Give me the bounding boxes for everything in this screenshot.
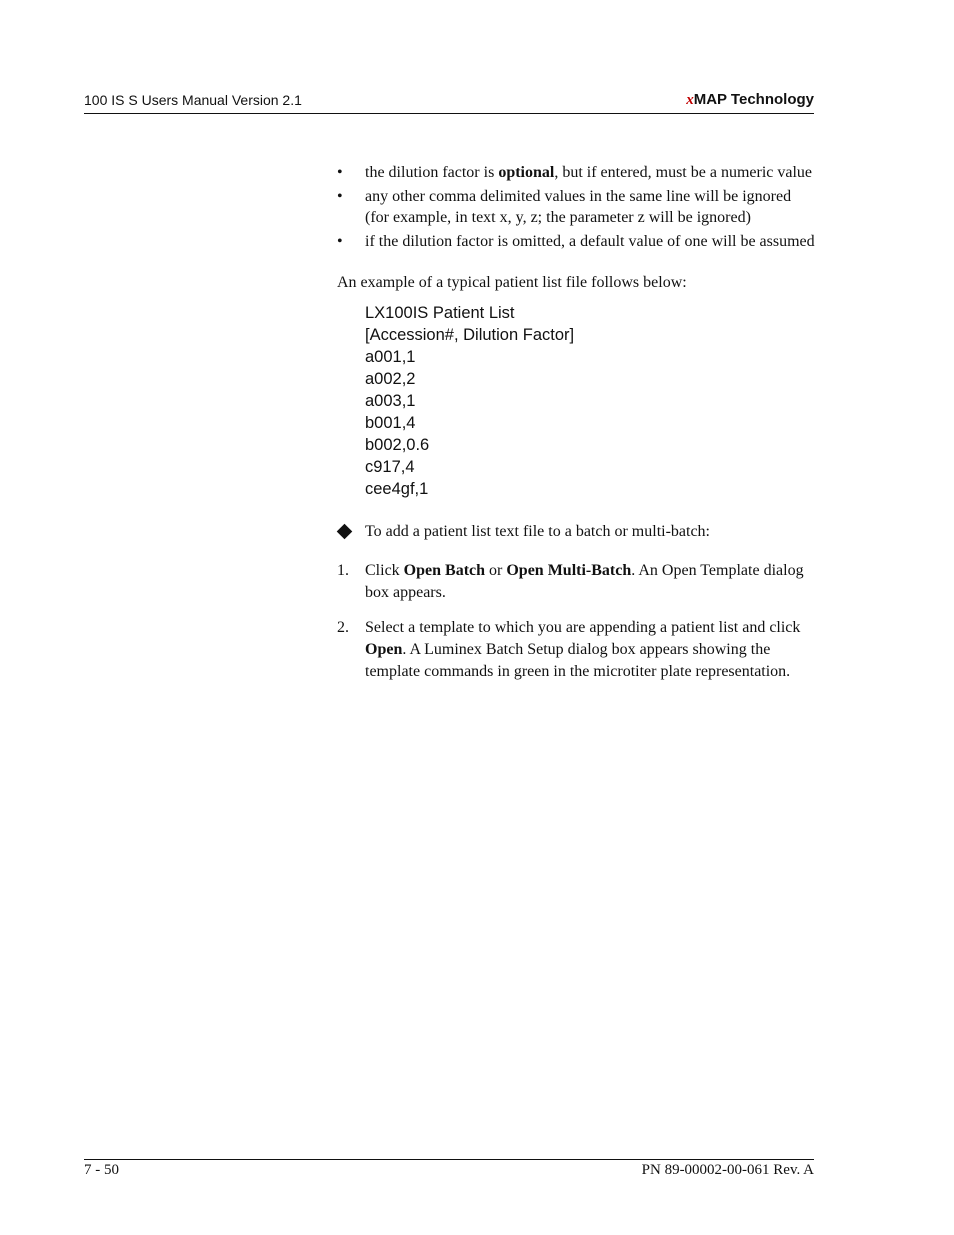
code-line: a003,1 <box>365 392 416 410</box>
bullet-text: the dilution factor is <box>365 164 499 181</box>
bullet-dot: • <box>337 188 343 205</box>
bullet-item <box>337 231 815 252</box>
step-text: Click <box>365 562 404 579</box>
header-divider <box>84 113 814 114</box>
code-line: a001,1 <box>365 348 416 366</box>
step-item <box>337 560 815 604</box>
diamond-bullet-icon <box>337 524 353 540</box>
code-line: b001,4 <box>365 414 416 432</box>
bullet-text: any other comma delimited values in the same line will be ignored (for example, in text x, y, z; the parameter z will be ignored) <box>365 188 792 226</box>
bullet-bold-text: optional <box>498 164 555 181</box>
bullet-item <box>337 186 815 228</box>
part-number: PN 89-00002-00-061 Rev. A <box>641 1162 814 1178</box>
bullet-dot: • <box>337 233 343 250</box>
header-manual-title: 100 IS S Users Manual Version 2.1 <box>84 92 302 108</box>
bullet-list <box>337 162 815 252</box>
code-line: LX100IS Patient List <box>365 304 515 322</box>
step-ui-term: Open Batch <box>403 562 486 579</box>
patient-list-example <box>337 302 815 500</box>
step-text: Select a template to which you are appending a patient list and click <box>365 619 801 636</box>
step-ui-term: Open Multi-Batch <box>506 562 632 579</box>
step-text: . An Open Template dialog box appears. <box>365 562 804 601</box>
page-number: 7 - 50 <box>84 1162 119 1178</box>
header-brand-text: MAP Technology <box>693 91 814 108</box>
step-text: or <box>485 562 507 579</box>
bullet-dot: • <box>337 164 343 181</box>
code-line: [Accession#, Dilution Factor] <box>365 326 575 344</box>
footer-divider <box>84 1159 814 1160</box>
step-text: . A Luminex Batch Setup dialog box appears showing the template commands in green in the microtiter plate representation. <box>365 641 791 680</box>
header-brand <box>686 91 814 109</box>
step-ui-term: Open <box>365 641 403 658</box>
code-line: b002,0.6 <box>365 436 430 454</box>
code-line: c917,4 <box>365 458 415 476</box>
code-line: cee4gf,1 <box>365 480 429 498</box>
procedure-heading <box>337 521 815 542</box>
step-item <box>337 617 815 683</box>
bullet-text: , but if entered, must be a numeric value <box>554 164 813 181</box>
step-number: 2. <box>337 619 349 636</box>
procedure-steps <box>337 560 815 683</box>
page-content <box>337 162 815 696</box>
bullet-text: if the dilution factor is omitted, a default value of one will be assumed <box>365 233 815 250</box>
step-number: 1. <box>337 562 349 579</box>
header-brand-x: x <box>686 92 694 108</box>
procedure-heading-text: To add a patient list text file to a batch or multi-batch: <box>365 523 710 540</box>
example-intro: An example of a typical patient list file follows below: <box>337 274 687 291</box>
code-line: a002,2 <box>365 370 416 388</box>
bullet-item <box>337 162 815 183</box>
